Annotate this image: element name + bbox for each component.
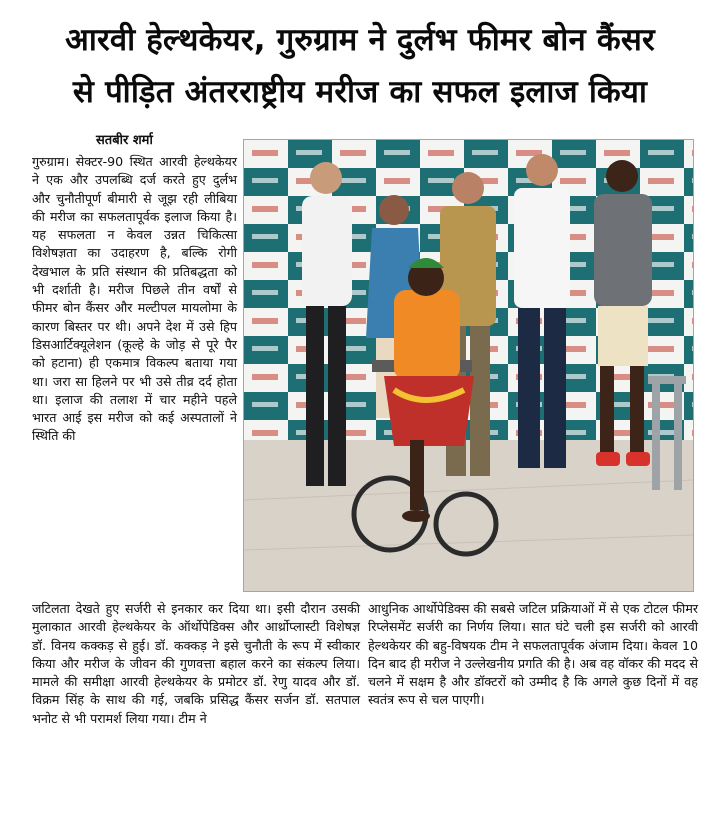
- news-photo: [243, 139, 694, 592]
- article-paragraph: आधुनिक आर्थोपेडिक्स की सबसे जटिल प्रक्रियाओं में से एक टोटल फीमर रिप्लेसमेंट सर्जरी का निर्णय लिया। सात घंटे चली इस सर्जरी को आरवी हेल्थकेयर की बहु-विषयक टीम ने सफलतापूर्वक अंजाम दिया। केवल 10 दिन बाद ही मरीज ने उल्लेखनीय प्रगति की है। अब वह वॉकर की मदद से चलने में सक्षम है और डॉक्टरों को उम्मीद है कि अगले कुछ दिनों में वह स्वतंत्र रूप से चल पाएगी।: [368, 601, 698, 708]
- byline: सतबीर शर्मा: [96, 133, 153, 148]
- article-paragraph: गुरुग्राम। सेक्टर-90 स्थित आरवी हेल्थकेयर ने एक और उपलब्धि दर्ज करते हुए दुर्लभ और चुनौतीपूर्ण बीमारी से जूझ रही लीबिया की मरीज का सफलतापूर्वक इलाज किया है। यह सफलता न केवल उन्नत चिकित्सा विशेषज्ञता का उदाहरण है, बल्कि रोगी देखभाल के प्रति संस्थान की प्रतिबद्धता को भी दर्शाती है। मरीज पिछले तीन वर्षों से फीमर बोन कैंसर और मल्टीपल मायलोमा के कारण बिस्तर पर थी। अपने देश में उसे हिप डिसआर्टिक्यूलेशन (कूल्हे के जोड़ से पूरे पैर को हटाना) ही एकमात्र विकल्प बताया गया था। जरा सा हिलने पर भी उसे तीव्र दर्द होता था। इलाज की तलाश में चार महीने पहले भारत आई इस मरीज को कई अस्पतालों ने स्थिति की: [32, 154, 237, 444]
- headline: [10, 14, 710, 118]
- headline-line-2: से पीड़ित अंतरराष्ट्रीय मरीज का सफल इलाज किया: [72, 74, 648, 110]
- group-photo-illustration: [244, 140, 693, 591]
- headline-line-1: आरवी हेल्थकेयर, गुरुग्राम ने दुर्लभ फीमर बोन कैंसर: [65, 22, 655, 58]
- article-column-left: [32, 153, 237, 446]
- article-paragraph: जटिलता देखते हुए सर्जरी से इनकार कर दिया था। इसी दौरान उसकी मुलाकात आरवी हेल्थकेयर के ऑर्थोपेडिक्स और आर्थ्रोप्लास्टी विशेषज्ञ डॉ. विनय कक्कड़ से हुई। डॉ. कक्कड़ ने इसे चुनौती के रूप में स्वीकार किया और मरीज के जीवन की गुणवत्ता बहाल करने का संकल्प लिया। मामले की समीक्षा आरवी हेल्थकेयर के प्रमोटर डॉ. रेणु यादव और डॉ. विक्रम सिंह के साथ की गई, जबकि प्रसिद्ध कैंसर सर्जन डॉ. सतपाल भनोट से भी परामर्श लिया गया। टीम ने: [32, 601, 360, 726]
- article-column-bottom-left: [32, 600, 360, 728]
- article-column-bottom-right: [368, 600, 698, 710]
